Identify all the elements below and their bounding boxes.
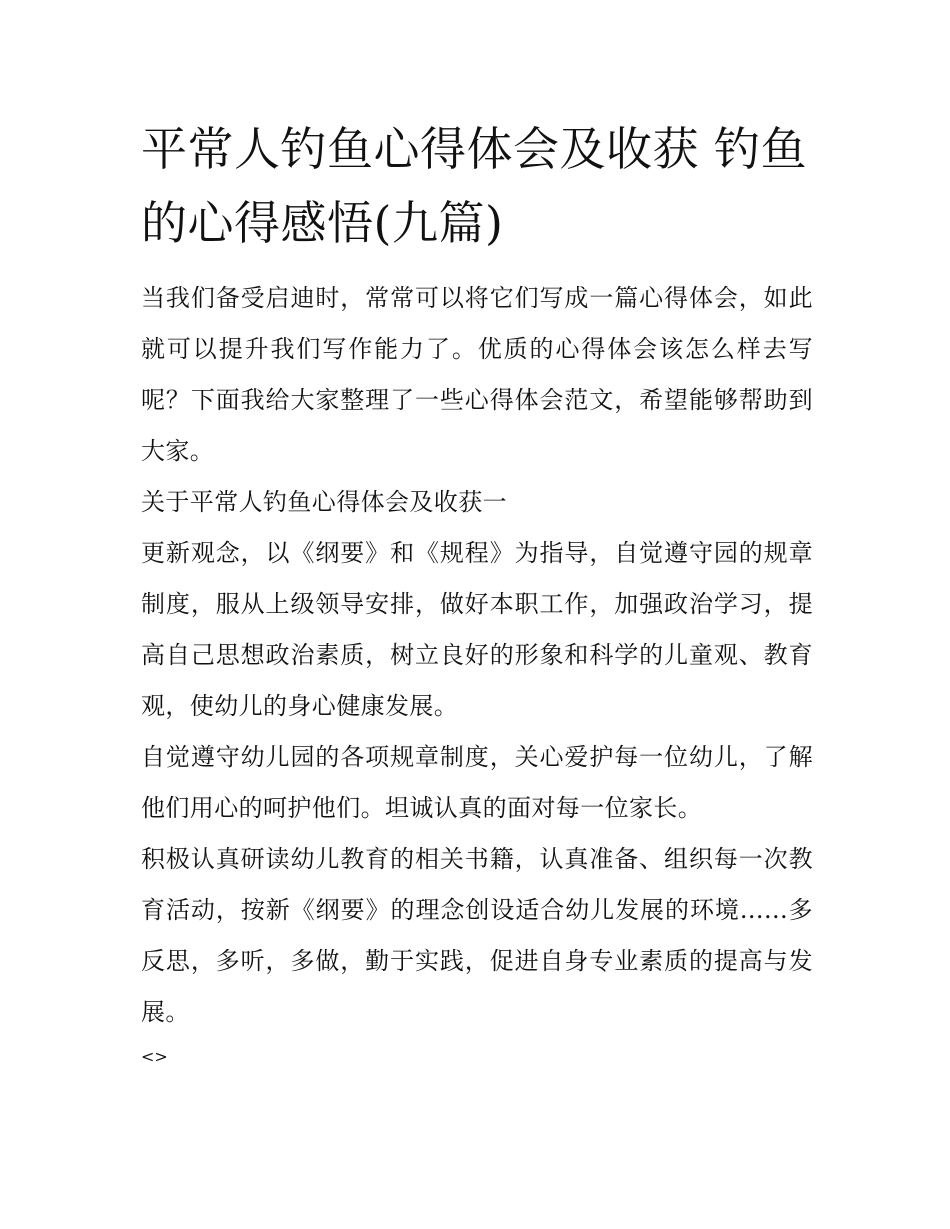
document-content	[141, 112, 813, 1072]
body-paragraph: 积极认真研读幼儿教育的相关书籍，认真准备、组织每一次教育活动，按新《纲要》的理念创设适合幼儿发展的环境......多反思，多听，多做，勤于实践，促进自身专业素质的提高与发展。	[141, 845, 813, 1026]
document-title: 平常人钓鱼心得体会及收获 钓鱼的心得感悟(九篇)	[141, 122, 808, 250]
body-paragraph: 更新观念，以《纲要》和《规程》为指导，自觉遵守园的规章制度，服从上级领导安排，做好本职工作，加强政治学习，提高自己思想政治素质，树立良好的形象和科学的儿童观、教育观，使幼儿的身心健康发展。	[141, 539, 813, 720]
end-marker: <>	[141, 1047, 168, 1066]
body-paragraph: 自觉遵守幼儿园的各项规章制度，关心爱护每一位幼儿，了解他们用心的呵护他们。坦诚认真的面对每一位家长。	[141, 743, 813, 822]
intro-paragraph: 当我们备受启迪时，常常可以将它们写成一篇心得体会，如此就可以提升我们写作能力了。优质的心得体会该怎么样去写呢？下面我给大家整理了一些心得体会范文，希望能够帮助到大家。	[141, 284, 813, 465]
section-heading: 关于平常人钓鱼心得体会及收获一	[141, 488, 507, 516]
